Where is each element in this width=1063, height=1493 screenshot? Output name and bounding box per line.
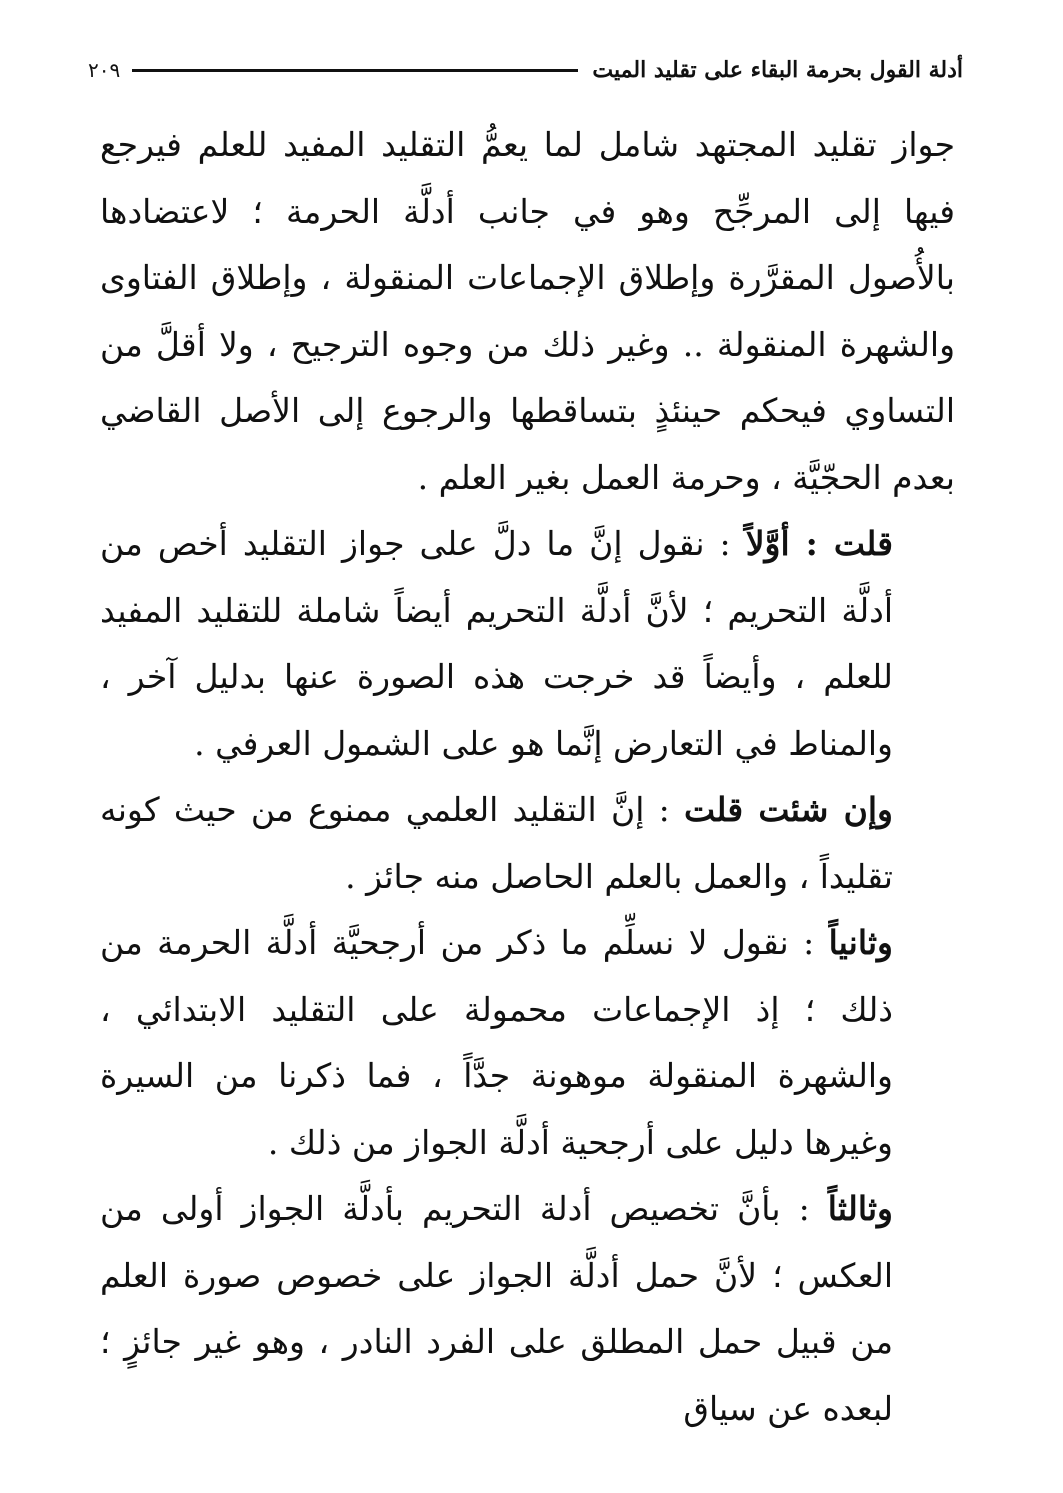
paragraph-text: : بأنَّ تخصيص أدلة التحريم بأدلَّة الجواز أولى من العكس ؛ لأنَّ حمل أدلَّة الجواز على خصوص صورة العلم من قبيل حمل المطلق على الفرد النادر ، وهو غير جائزٍ ؛ لبعده عن سياق <box>100 1189 893 1428</box>
paragraph-text: : نقول لا نسلِّم ما ذكر من أرجحيَّة أدلَّة الحرمة من ذلك ؛ إذ الإجماعات محمولة على التقليد الابتدائي ، والشهرة المنقولة موهونة جدَّاً ، فما ذكرنا من السيرة وغيرها دليل على أرجحية أدلَّة الجواز من ذلك . <box>100 923 893 1162</box>
paragraph-text: : إنَّ التقليد العلمي ممنوع من حيث كونه تقليداً ، والعمل بالعلم الحاصل منه جائز . <box>100 790 893 896</box>
paragraph-lead: وثالثاً <box>827 1189 893 1228</box>
paragraph-lead: وإن شئت قلت <box>684 790 893 829</box>
running-header-title: أدلة القول بحرمة البقاء على تقليد الميت <box>592 57 963 83</box>
paragraph-lead: قلت : أوَّلاً <box>745 524 893 563</box>
paragraph-text: جواز تقليد المجتهد شامل لما يعمُّ التقليد المفيد للعلم فيرجع فيها إلى المرجِّح وهو في جانب أدلَّة الحرمة ؛ لاعتضادها بالأُصول المقرَّرة وإطلاق الإجماعات المنقولة ، وإطلاق الفتاوى والشهرة المنقولة .. وغير ذلك من وجوه الترجيح ، ولا أقلَّ من التساوي فيحكم حينئذٍ بتساقطها والرجوع إلى الأصل القاضي بعدم الحجّيَّة ، وحرمة العمل بغير العلم . <box>100 125 955 497</box>
paragraph-text: : نقول إنَّ ما دلَّ على جواز التقليد أخص من أدلَّة التحريم ؛ لأنَّ أدلَّة التحريم أيضاً شاملة للتقليد المفيد للعلم ، وأيضاً قد خرجت هذه الصورة عنها بدليل آخر ، والمناط في التعارض إنَّما هو على الشمول العرفي . <box>100 524 893 763</box>
body-text <box>100 112 955 1442</box>
page-number: ٢٠٩ <box>88 58 121 82</box>
paragraph-lead: وثانياً <box>828 923 893 962</box>
paragraph <box>100 910 955 1176</box>
paragraph <box>100 112 955 511</box>
running-header <box>88 50 963 90</box>
paragraph <box>100 511 955 777</box>
header-rule <box>132 69 578 72</box>
paragraph <box>100 777 955 910</box>
paragraph <box>100 1176 955 1442</box>
